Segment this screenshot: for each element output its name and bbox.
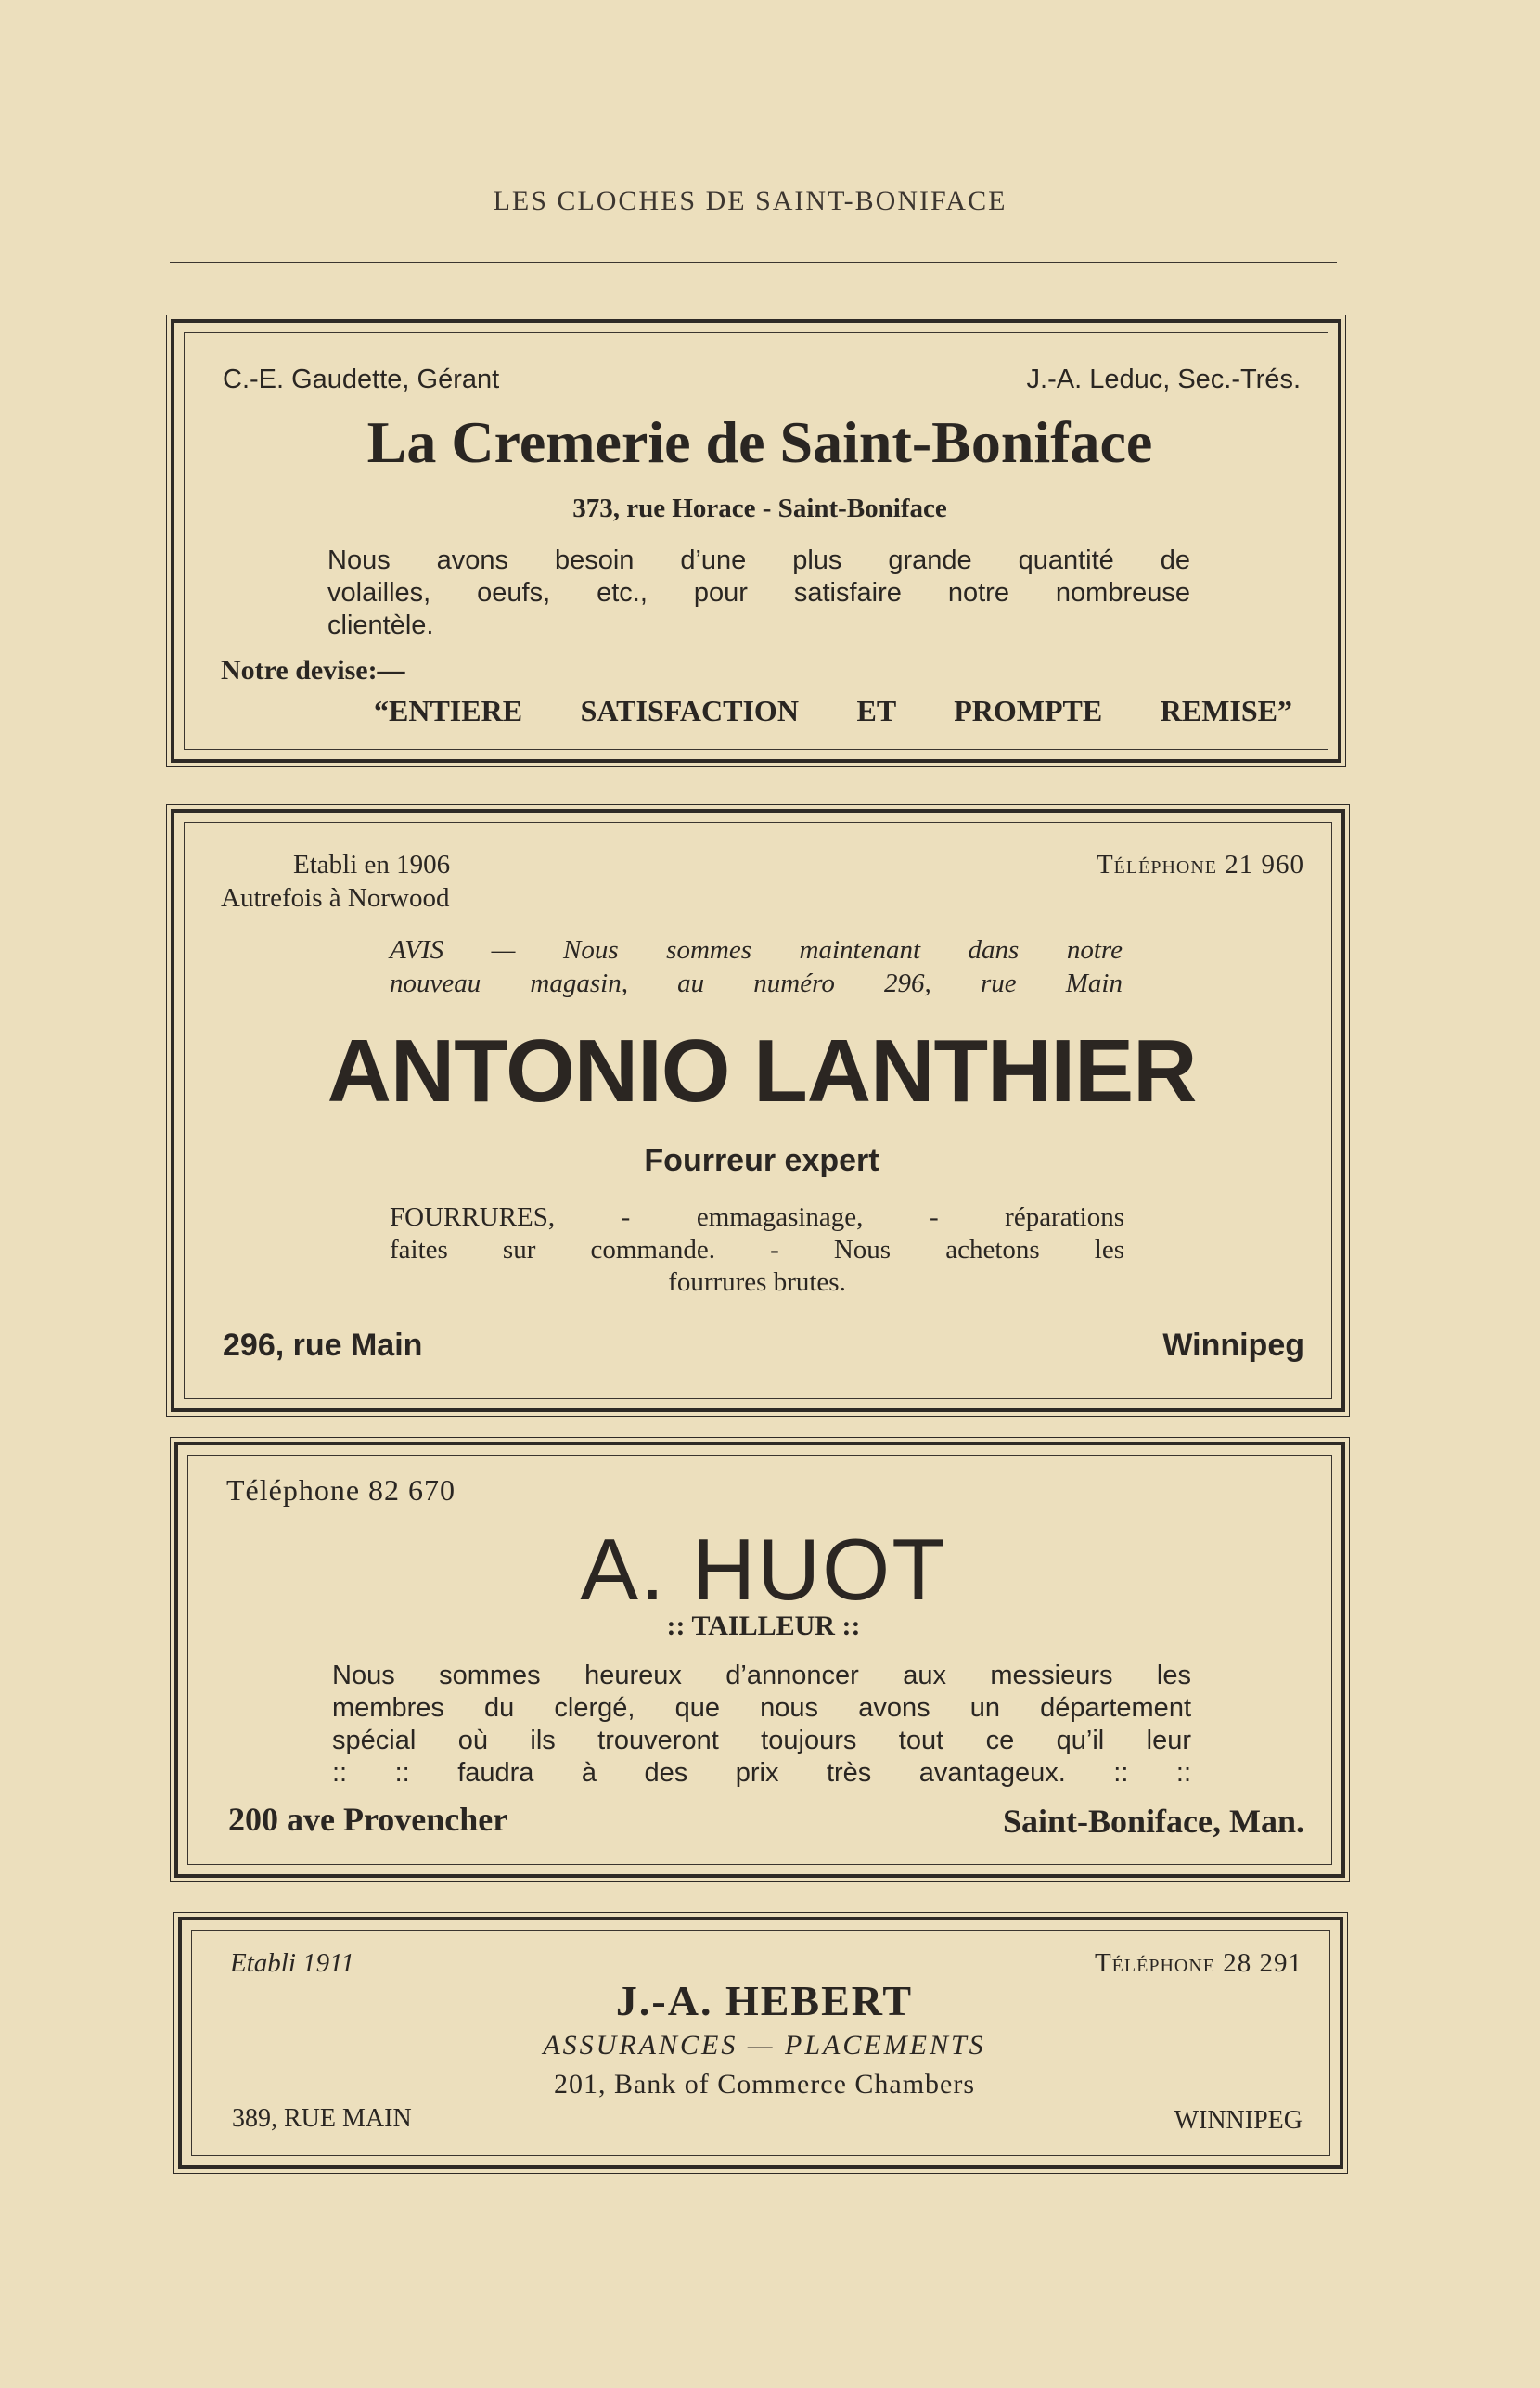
ad-hebert	[178, 1917, 1343, 2169]
hebert-office: 201, Bank of Commerce Chambers	[553, 2069, 976, 2099]
cremerie-address: 373, rue Horace - Saint-Boniface	[572, 494, 947, 523]
huot-title: A. HUOT	[580, 1521, 947, 1618]
lanthier-title: ANTONIO LANTHIER	[327, 1021, 1197, 1121]
hebert-title: J.-A. HEBERT	[615, 1977, 914, 2024]
cremerie-motto: “ENTIERE SATISFACTION ET PROMPTE REMISE”	[374, 694, 1292, 727]
lanthier-phone: Téléphone 21 960	[1096, 850, 1304, 879]
lanthier-address: 296, rue Main	[223, 1328, 423, 1363]
hebert-established: Etabli 1911	[230, 1948, 354, 1978]
cremerie-manager: C.-E. Gaudette, Gérant	[223, 365, 500, 394]
lanthier-notice-line: nouveau magasin, au numéro 296, rue Main	[390, 969, 1123, 998]
cremerie-body-line: Nous avons besoin d’une plus grande quantité de	[327, 546, 1190, 575]
lanthier-city: Winnipeg	[1162, 1328, 1304, 1363]
cremerie-body-line: clientèle.	[327, 610, 434, 640]
cremerie-title: La Cremerie de Saint-Boniface	[366, 409, 1153, 475]
hebert-subtitle: ASSURANCES — PLACEMENTS	[543, 2030, 986, 2061]
ad-lanthier	[171, 809, 1345, 1412]
huot-phone: Téléphone 82 670	[226, 1473, 456, 1507]
lanthier-notice-line: AVIS — Nous sommes maintenant dans notre	[390, 935, 1123, 965]
huot-subtitle: :: TAILLEUR ::	[666, 1611, 861, 1641]
hebert-address: 389, RUE MAIN	[232, 2104, 412, 2133]
cremerie-body-line: volailles, oeufs, etc., pour satisfaire notre nombreuse	[327, 578, 1190, 608]
lanthier-body-line: FOURRURES, - emmagasinage, - réparations	[390, 1202, 1124, 1232]
ad-huot	[174, 1442, 1345, 1878]
huot-body-line: membres du clergé, que nous avons un département	[332, 1693, 1191, 1723]
hebert-city: WINNIPEG	[1174, 2106, 1303, 2135]
ad-cremerie	[171, 319, 1341, 763]
lanthier-formerly: Autrefois à Norwood	[221, 883, 450, 913]
lanthier-established: Etabli en 1906	[293, 850, 451, 879]
header-rule	[170, 262, 1337, 263]
lanthier-body-line: fourrures brutes.	[668, 1267, 846, 1297]
huot-body-line: :: :: faudra à des prix très avantageux. :: ::	[332, 1758, 1191, 1788]
cremerie-secretary: J.-A. Leduc, Sec.-Trés.	[1026, 365, 1301, 394]
huot-address: 200 ave Provencher	[228, 1801, 508, 1838]
huot-body-line: Nous sommes heureux d’annoncer aux messieurs les	[332, 1661, 1191, 1690]
huot-body-line: spécial où ils trouveront toujours tout ce qu’il leur	[332, 1726, 1191, 1755]
page-header: LES CLOCHES DE SAINT-BONIFACE	[493, 186, 1007, 216]
hebert-phone: Téléphone 28 291	[1094, 1948, 1303, 1978]
huot-city: Saint-Boniface, Man.	[1002, 1803, 1304, 1840]
lanthier-subtitle: Fourreur expert	[644, 1143, 879, 1178]
cremerie-motto-label: Notre devise:—	[221, 655, 405, 686]
lanthier-body-line: faites sur commande. - Nous achetons les	[390, 1235, 1124, 1265]
